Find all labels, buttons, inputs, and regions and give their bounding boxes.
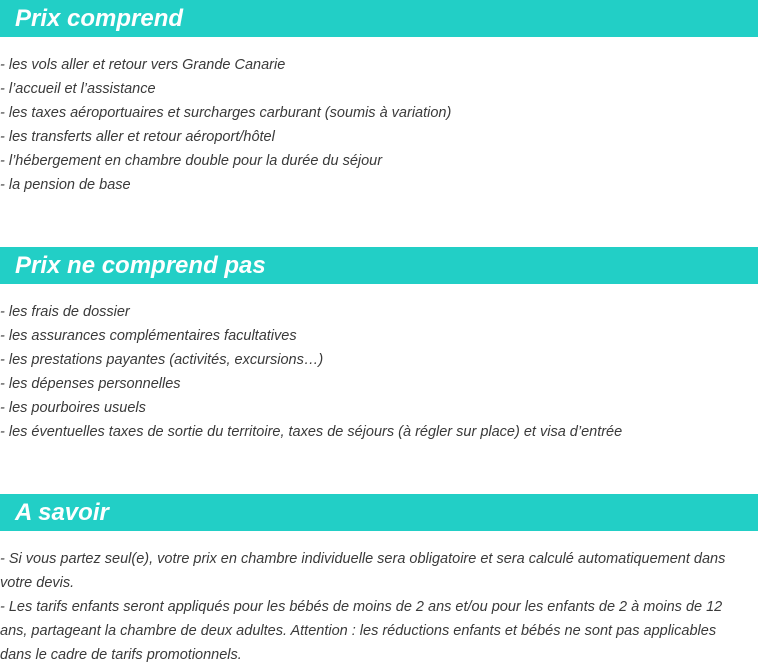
includes-list <box>0 37 758 197</box>
section-price-excludes <box>0 247 758 494</box>
list-item: - les pourboires usuels <box>0 400 146 416</box>
section-title-includes: Prix comprend <box>0 0 758 37</box>
know-list <box>0 531 758 667</box>
list-item: - les vols aller et retour vers Grande Canarie <box>0 57 286 73</box>
list-item: - l’accueil et l’assistance <box>0 81 156 97</box>
list-item: - les transferts aller et retour aéroport/hôtel <box>0 129 275 145</box>
section-price-includes <box>0 0 758 247</box>
list-item: - les taxes aéroportuaires et surcharges carburant (soumis à variation) <box>0 105 452 121</box>
section-title-know: A savoir <box>0 494 758 531</box>
section-title-excludes: Prix ne comprend pas <box>0 247 758 284</box>
list-item: - les frais de dossier <box>0 304 130 320</box>
list-item: - les dépenses personnelles <box>0 376 181 392</box>
list-item: - les prestations payantes (activités, excursions…) <box>0 352 324 368</box>
list-item: - les assurances complémentaires facultatives <box>0 328 297 344</box>
section-good-to-know <box>0 494 758 667</box>
list-item: - Si vous partez seul(e), votre prix en chambre individuelle sera obligatoire et sera calculé automatiquement dans votre devis. <box>0 551 726 591</box>
list-item: - la pension de base <box>0 177 131 193</box>
list-item: - l’hébergement en chambre double pour la durée du séjour <box>0 153 383 169</box>
list-item: - les éventuelles taxes de sortie du territoire, taxes de séjours (à régler sur place) et visa d’entrée <box>0 424 623 440</box>
excludes-list <box>0 284 758 444</box>
list-item: - Les tarifs enfants seront appliqués pour les bébés de moins de 2 ans et/ou pour les enfants de 2 à moins de 12 ans, partageant la chambre de deux adultes. Attention : les réductions enfants et bébés ne sont pas applicables dans le cadre de tarifs promotionnels. <box>0 599 723 663</box>
